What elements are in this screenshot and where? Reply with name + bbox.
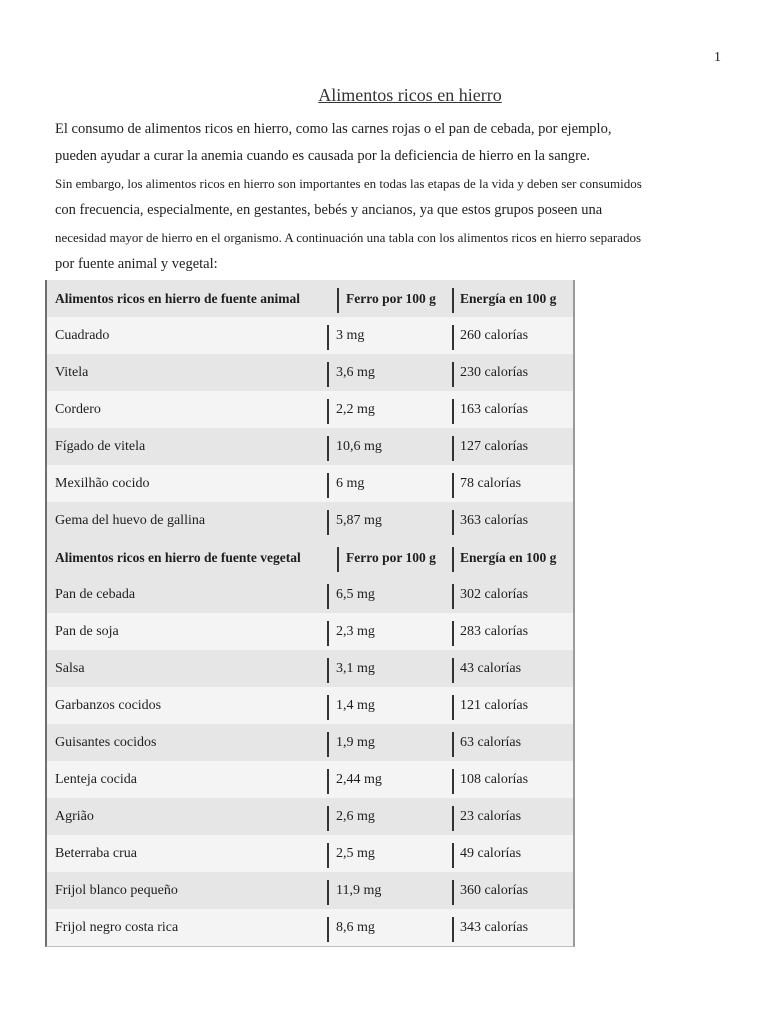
food-cell: Vitela — [55, 364, 89, 380]
iron-cell: 2,3 mg — [327, 613, 452, 650]
energy-cell: 363 calorías — [452, 502, 573, 539]
table-header-row — [47, 280, 573, 317]
table-header-row — [47, 539, 573, 576]
table-row — [47, 391, 573, 428]
table-row — [47, 650, 573, 687]
iron-cell: 2,6 mg — [327, 798, 452, 835]
food-cell: Cuadrado — [55, 327, 110, 343]
iron-cell: 2,5 mg — [327, 835, 452, 872]
energy-cell: 63 calorías — [452, 724, 573, 761]
energy-cell: 163 calorías — [452, 391, 573, 428]
iron-cell: 11,9 mg — [327, 872, 452, 909]
energy-cell: 260 calorías — [452, 317, 573, 354]
iron-cell: 10,6 mg — [327, 428, 452, 465]
iron-cell: 1,4 mg — [327, 687, 452, 724]
document-title: Alimentos ricos en hierro — [318, 85, 502, 105]
iron-cell: 3,6 mg — [327, 354, 452, 391]
food-cell: Lenteja cocida — [55, 771, 138, 787]
food-cell: Fígado de vitela — [55, 438, 146, 454]
page-number: 1 — [714, 50, 721, 65]
food-cell: Guisantes cocidos — [55, 734, 157, 750]
energy-cell: 43 calorías — [452, 650, 573, 687]
food-cell: Agrião — [55, 808, 94, 824]
table-row — [47, 687, 573, 724]
energy-cell: 360 calorías — [452, 872, 573, 909]
table-row — [47, 724, 573, 761]
intro-line: por fuente animal y vegetal: — [55, 256, 218, 272]
energy-cell: 230 calorías — [452, 354, 573, 391]
energy-cell: 121 calorías — [452, 687, 573, 724]
header-cell: Alimentos ricos en hierro de fuente animal — [55, 290, 300, 306]
table-row — [47, 428, 573, 465]
energy-cell: 49 calorías — [452, 835, 573, 872]
header-cell: Energía en 100 g — [452, 539, 573, 576]
intro-line: Sin embargo, los alimentos ricos en hierro son importantes en todas las etapas de la vida y deben ser consumidos — [55, 176, 642, 191]
table-row — [47, 576, 573, 613]
iron-cell: 2,44 mg — [327, 761, 452, 798]
energy-cell: 283 calorías — [452, 613, 573, 650]
energy-cell: 78 calorías — [452, 465, 573, 502]
table-row — [47, 835, 573, 872]
table-row — [47, 465, 573, 502]
food-cell: Cordero — [55, 401, 101, 417]
food-cell: Beterraba crua — [55, 845, 137, 861]
food-cell: Frijol blanco pequeño — [55, 882, 178, 898]
energy-cell: 343 calorías — [452, 909, 573, 946]
table-row — [47, 354, 573, 391]
table-row — [47, 909, 573, 946]
iron-foods-table — [45, 280, 575, 947]
header-cell: Alimentos ricos en hierro de fuente vegetal — [55, 549, 301, 565]
energy-cell: 302 calorías — [452, 576, 573, 613]
table-row — [47, 761, 573, 798]
food-cell: Pan de soja — [55, 623, 119, 639]
food-cell: Frijol negro costa rica — [55, 919, 179, 935]
food-cell: Mexilhão cocido — [55, 475, 150, 491]
table-row — [47, 502, 573, 539]
energy-cell: 23 calorías — [452, 798, 573, 835]
iron-cell: 3,1 mg — [327, 650, 452, 687]
iron-cell: 2,2 mg — [327, 391, 452, 428]
intro-line: necesidad mayor de hierro en el organismo. A continuación una tabla con los alimentos ricos en hierro separados — [55, 230, 642, 245]
table-row — [47, 798, 573, 835]
food-cell: Garbanzos cocidos — [55, 697, 162, 713]
iron-cell: 6,5 mg — [327, 576, 452, 613]
intro-line: con frecuencia, especialmente, en gestantes, bebés y ancianos, ya que estos grupos poseen una — [55, 202, 603, 218]
intro-line: El consumo de alimentos ricos en hierro, como las carnes rojas o el pan de cebada, por ejemplo, — [55, 121, 612, 137]
table-row — [47, 613, 573, 650]
iron-cell: 1,9 mg — [327, 724, 452, 761]
table-row — [47, 317, 573, 354]
table-row — [47, 872, 573, 909]
food-cell: Pan de cebada — [55, 586, 136, 602]
iron-cell: 6 mg — [327, 465, 452, 502]
intro-line: pueden ayudar a curar la anemia cuando es causada por la deficiencia de hierro en la sangre. — [55, 148, 591, 164]
food-cell: Gema del huevo de gallina — [55, 512, 206, 528]
food-cell: Salsa — [55, 660, 85, 676]
energy-cell: 127 calorías — [452, 428, 573, 465]
header-cell: Ferro por 100 g — [337, 280, 452, 317]
iron-cell: 8,6 mg — [327, 909, 452, 946]
energy-cell: 108 calorías — [452, 761, 573, 798]
header-cell: Ferro por 100 g — [337, 539, 452, 576]
header-cell: Energía en 100 g — [452, 280, 573, 317]
intro-paragraph — [55, 116, 735, 278]
iron-cell: 3 mg — [327, 317, 452, 354]
iron-cell: 5,87 mg — [327, 502, 452, 539]
